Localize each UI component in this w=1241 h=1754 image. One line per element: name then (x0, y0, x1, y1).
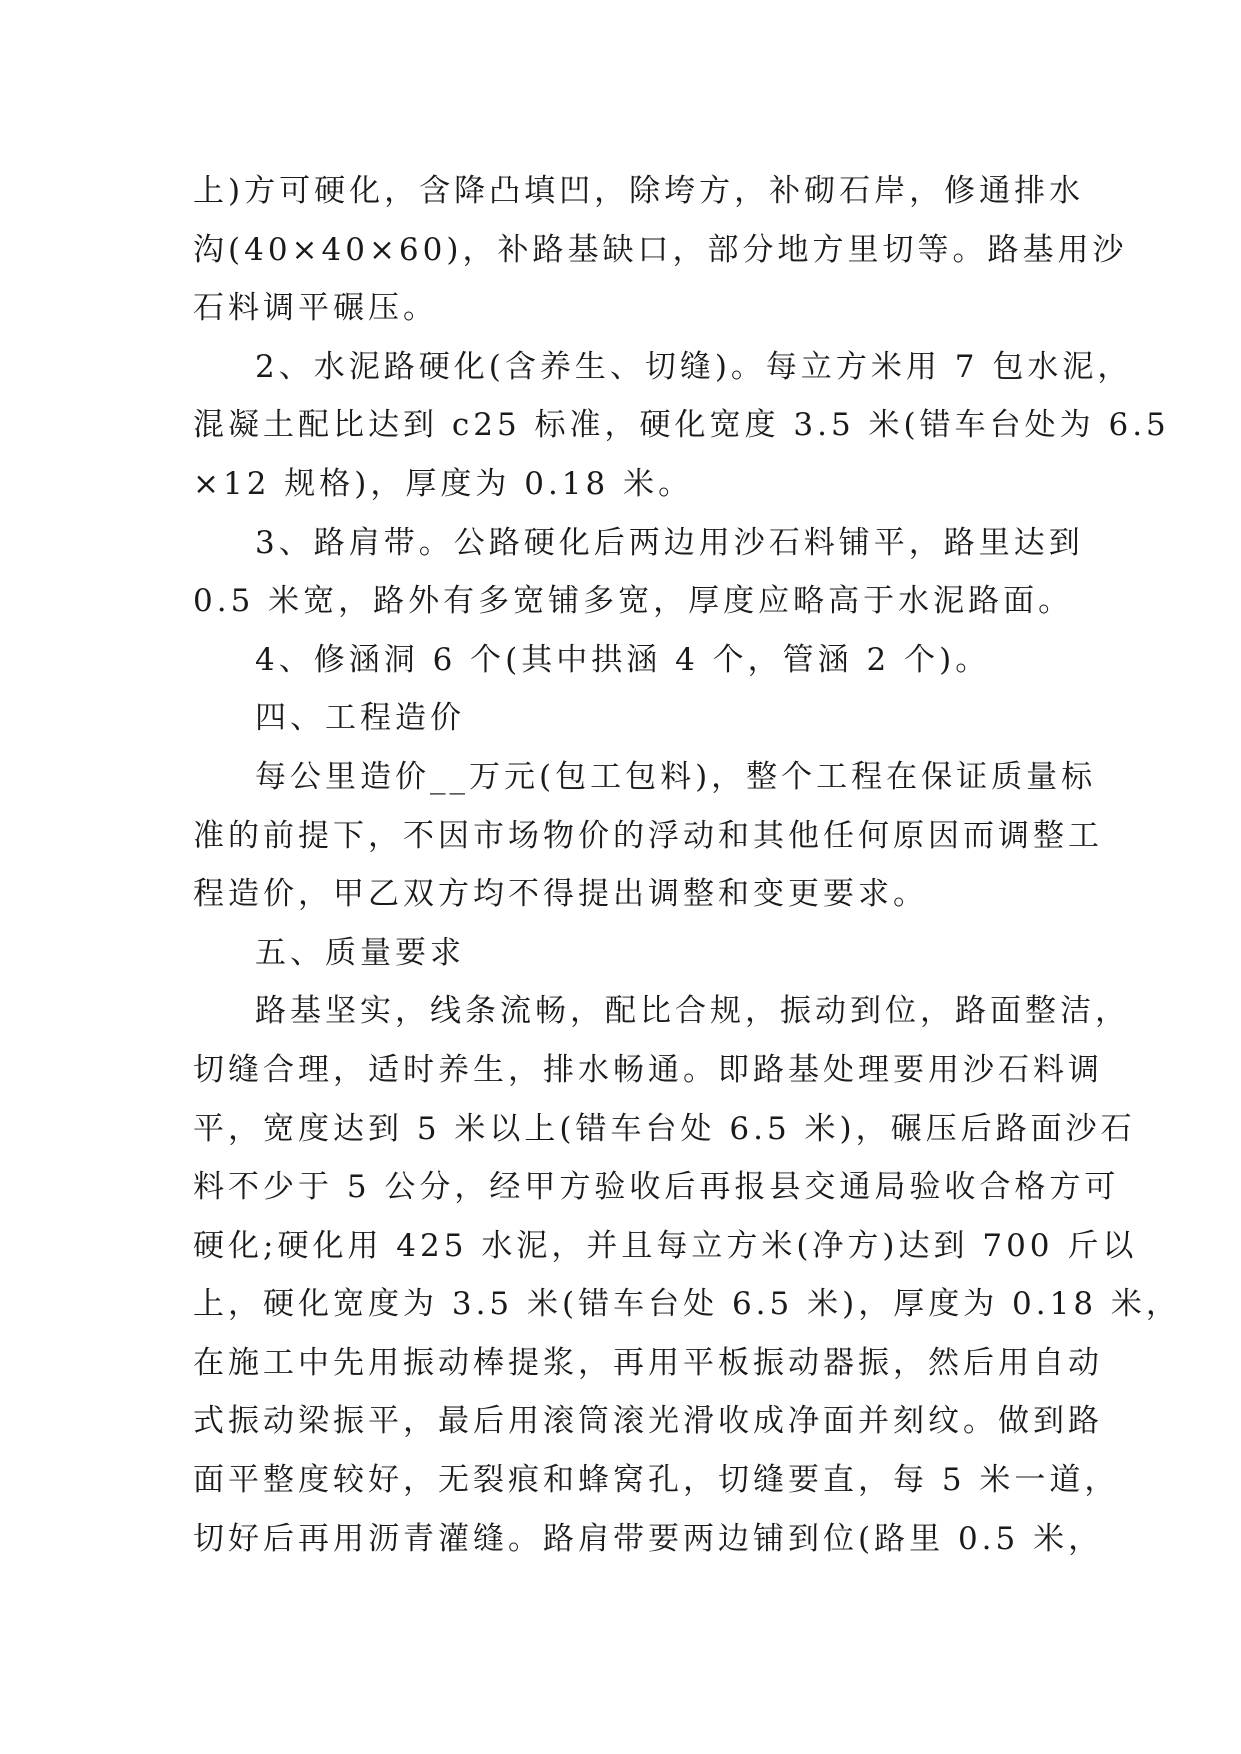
text-line: 料不少于 5 公分，经甲方验收后再报县交通局验收合格方可 (193, 1169, 1120, 1206)
text-line: 程造价，甲乙双方均不得提出调整和变更要求。 (193, 876, 928, 913)
text-line: 0.5 米宽，路外有多宽铺多宽，厚度应略高于水泥路面。 (193, 583, 1074, 620)
text-line: 面平整度较好，无裂痕和蜂窝孔，切缝要直，每 5 米一道， (193, 1462, 1120, 1499)
text-line: 路基坚实，线条流畅，配比合规，振动到位，路面整洁， (255, 993, 1130, 1030)
text-line: 混凝土配比达到 c25 标准，硬化宽度 3.5 米(错车台处为 6.5 (193, 407, 1170, 444)
section-heading: 四、工程造价 (255, 700, 465, 737)
text-line: ×12 规格)，厚度为 0.18 米。 (193, 465, 694, 502)
text-line: 3、路肩带。公路硬化后两边用沙石料铺平，路里达到 (255, 524, 1084, 561)
section-heading: 五、质量要求 (255, 934, 465, 971)
text-line: 式振动梁振平，最后用滚筒滚光滑收成净面并刻纹。做到路 (193, 1403, 1103, 1440)
text-line: 平，宽度达到 5 米以上(错车台处 6.5 米)，碾压后路面沙石 (193, 1110, 1136, 1147)
text-line: 准的前提下，不因市场物价的浮动和其他任何原因而调整工 (193, 817, 1103, 854)
text-line: 4、修涵洞 6 个(其中拱涵 4 个，管涵 2 个)。 (255, 641, 991, 678)
text-line: 硬化;硬化用 425 水泥，并且每立方米(净方)达到 700 斤以 (193, 1227, 1138, 1264)
text-line: 在施工中先用振动棒提浆，再用平板振动器振，然后用自动 (193, 1344, 1103, 1381)
text-line: 切缝合理，适时养生，排水畅通。即路基处理要用沙石料调 (193, 1051, 1103, 1088)
text-line: 石料调平碾压。 (193, 290, 438, 327)
text-line: 2、水泥路硬化(含养生、切缝)。每立方米用 7 包水泥， (255, 348, 1133, 385)
document-body (193, 162, 1181, 1568)
text-line: 上，硬化宽度为 3.5 米(错车台处 6.5 米)，厚度为 0.18 米， (193, 1286, 1181, 1323)
text-line: 每公里造价__万元(包工包料)，整个工程在保证质量标 (255, 758, 1097, 795)
text-line: 沟(40×40×60)，补路基缺口，部分地方里切等。路基用沙 (193, 231, 1128, 268)
text-line: 切好后再用沥青灌缝。路肩带要两边铺到位(路里 0.5 米， (193, 1520, 1104, 1557)
text-line: 上)方可硬化，含降凸填凹，除垮方，补砌石岸，修通排水 (193, 173, 1085, 209)
